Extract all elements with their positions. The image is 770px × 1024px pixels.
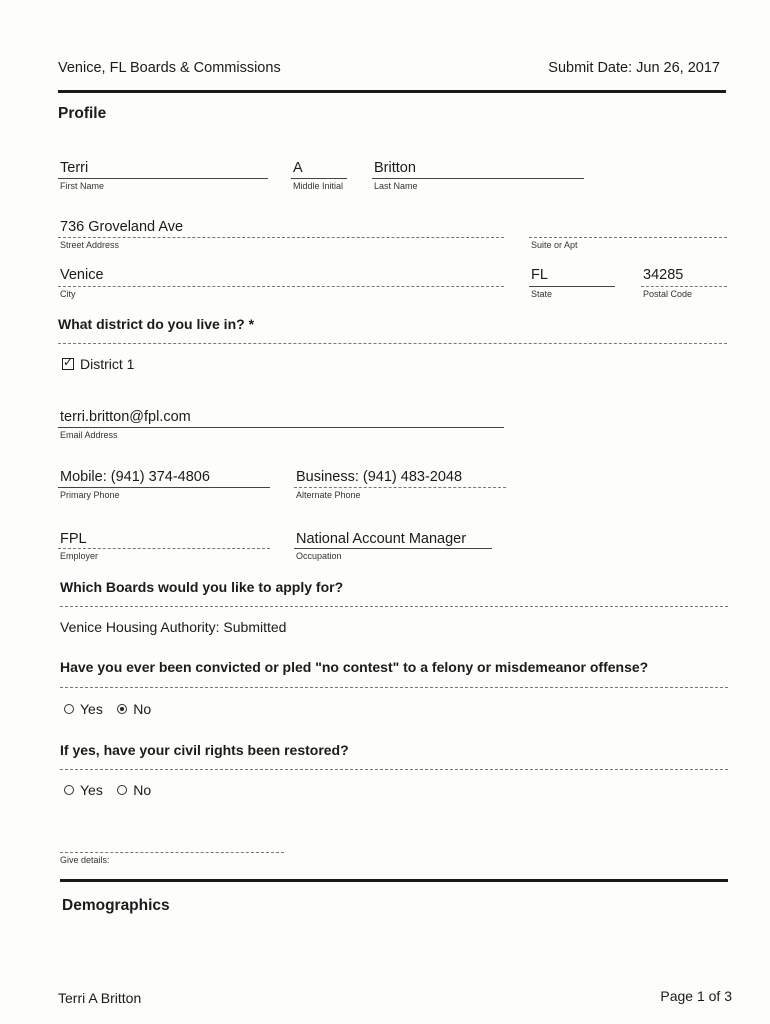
felony-yes-radio[interactable] <box>64 704 74 714</box>
felony-options <box>64 701 151 719</box>
felony-yes-option[interactable] <box>64 701 103 717</box>
street-address-value: 736 Groveland Ave <box>60 219 184 235</box>
civil-rights-no-option[interactable] <box>117 782 151 798</box>
district-1-label: District 1 <box>80 356 135 372</box>
occupation-label: Occupation <box>296 551 342 561</box>
first-name-value: Terri <box>60 160 89 176</box>
civil-rights-no-label: No <box>133 782 152 798</box>
middle-initial-line <box>291 178 347 179</box>
civil-rights-yes-radio[interactable] <box>64 785 74 795</box>
middle-initial-value: A <box>293 160 303 176</box>
email-label: Email Address <box>60 430 118 440</box>
alternate-phone-value: Business: (941) 483-2048 <box>296 469 463 485</box>
city-value: Venice <box>60 267 104 283</box>
boards-divider <box>60 606 728 607</box>
primary-phone-value: Mobile: (941) 374-4806 <box>60 469 210 485</box>
suite-label: Suite or Apt <box>531 240 578 250</box>
alternate-phone-label: Alternate Phone <box>296 490 361 500</box>
street-address-line <box>58 237 504 238</box>
document-org-title: Venice, FL Boards & Commissions <box>58 60 281 76</box>
city-label: City <box>60 289 76 299</box>
street-address-label: Street Address <box>60 240 120 250</box>
postal-code-value: 34285 <box>643 267 684 283</box>
felony-no-option[interactable] <box>117 701 151 717</box>
district-divider <box>58 343 727 344</box>
demographics-heading: Demographics <box>62 897 170 914</box>
civil-rights-options <box>64 782 151 800</box>
submit-date: Submit Date: Jun 26, 2017 <box>548 60 720 76</box>
last-name-line <box>372 178 584 179</box>
suite-line <box>529 237 727 238</box>
postal-code-line <box>641 286 727 287</box>
civil-rights-yes-option[interactable] <box>64 782 103 798</box>
district-question: What district do you live in? * <box>58 316 255 332</box>
first-name-label: First Name <box>60 181 105 191</box>
footer-name: Terri A Britton <box>58 990 142 1006</box>
footer-page-number: Page 1 of 3 <box>660 988 732 1004</box>
district-1-checkbox[interactable] <box>62 358 74 370</box>
header-divider <box>58 90 726 93</box>
felony-no-radio[interactable] <box>117 704 127 714</box>
state-label: State <box>531 289 553 299</box>
primary-phone-line <box>58 487 270 488</box>
give-details-label: Give details: <box>60 855 110 865</box>
civil-rights-no-radio[interactable] <box>117 785 127 795</box>
felony-question: Have you ever been convicted or pled "no contest" to a felony or misdemeanor offense? <box>60 659 649 675</box>
alternate-phone-line <box>294 487 506 488</box>
state-value: FL <box>531 267 548 283</box>
postal-code-label: Postal Code <box>643 289 693 299</box>
civil-rights-yes-label: Yes <box>80 782 103 798</box>
profile-heading: Profile <box>58 105 107 122</box>
occupation-line <box>294 548 492 549</box>
last-name-label: Last Name <box>374 181 418 191</box>
primary-phone-label: Primary Phone <box>60 490 120 500</box>
felony-no-label: No <box>133 701 152 717</box>
felony-yes-label: Yes <box>80 701 103 717</box>
first-name-line <box>58 178 268 179</box>
email-value: terri.britton@fpl.com <box>60 409 191 425</box>
last-name-value: Britton <box>374 160 416 176</box>
city-line <box>58 286 504 287</box>
middle-initial-label: Middle Initial <box>293 181 344 191</box>
demographics-divider <box>60 879 728 882</box>
employer-label: Employer <box>60 551 99 561</box>
employer-line <box>58 548 270 549</box>
email-line <box>58 427 504 428</box>
give-details-line <box>60 852 284 853</box>
state-line <box>529 286 615 287</box>
civil-rights-question: If yes, have your civil rights been restored? <box>60 742 349 758</box>
boards-question: Which Boards would you like to apply for? <box>60 579 344 595</box>
occupation-value: National Account Manager <box>296 531 467 547</box>
district-1-option[interactable] <box>62 356 134 372</box>
felony-divider <box>60 687 728 688</box>
boards-answer: Venice Housing Authority: Submitted <box>60 619 287 635</box>
employer-value: FPL <box>60 531 87 547</box>
civil-rights-divider <box>60 769 728 770</box>
